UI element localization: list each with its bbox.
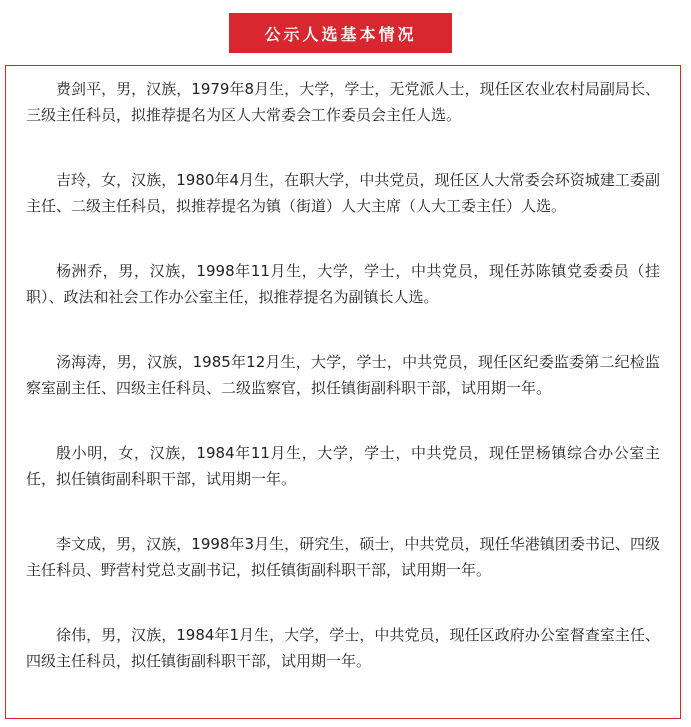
candidate-paragraph: 李文成，男，汉族，1998年3月生，研究生，硕士，中共党员，现任华港镇团委书记、四级主任科员、野营村党总支副书记，拟任镇街副科职干部，试用期一年。 [26, 535, 660, 579]
candidate-paragraph: 徐伟，男，汉族，1984年1月生，大学，学士，中共党员，现任区政府办公室督查室主任、四级主任科员，拟任镇街副科职干部，试用期一年。 [26, 626, 660, 670]
candidate-paragraph: 殷小明，女，汉族，1984年11月生，大学，学士，中共党员，现任罡杨镇综合办公室主任，拟任镇街副科职干部，试用期一年。 [26, 444, 660, 488]
section-title: 公示人选基本情况 [264, 24, 417, 44]
candidate-paragraph: 杨洲乔，男，汉族，1998年11月生，大学，学士，中共党员，现任苏陈镇党委委员（挂职）、政法和社会工作办公室主任，拟推荐提名为副镇长人选。 [26, 262, 660, 306]
candidate-paragraph: 吉玲，女，汉族，1980年4月生，在职大学，中共党员，现任区人大常委会环资城建工委副主任、二级主任科员，拟推荐提名为镇（街道）人大主席（人大工委主任）人选。 [26, 171, 660, 215]
candidate-paragraph: 费剑平，男，汉族，1979年8月生，大学，学士，无党派人士，现任区农业农村局副局长、三级主任科员，拟推荐提名为区人大常委会工作委员会主任人选。 [26, 80, 660, 124]
candidate-paragraph: 汤海涛，男，汉族，1985年12月生，大学，学士，中共党员，现任区纪委监委第二纪检监察室副主任、四级主任科员、二级监察官，拟任镇街副科职干部，试用期一年。 [26, 353, 660, 397]
candidate-list-box [5, 65, 681, 719]
section-title-badge [229, 13, 452, 53]
